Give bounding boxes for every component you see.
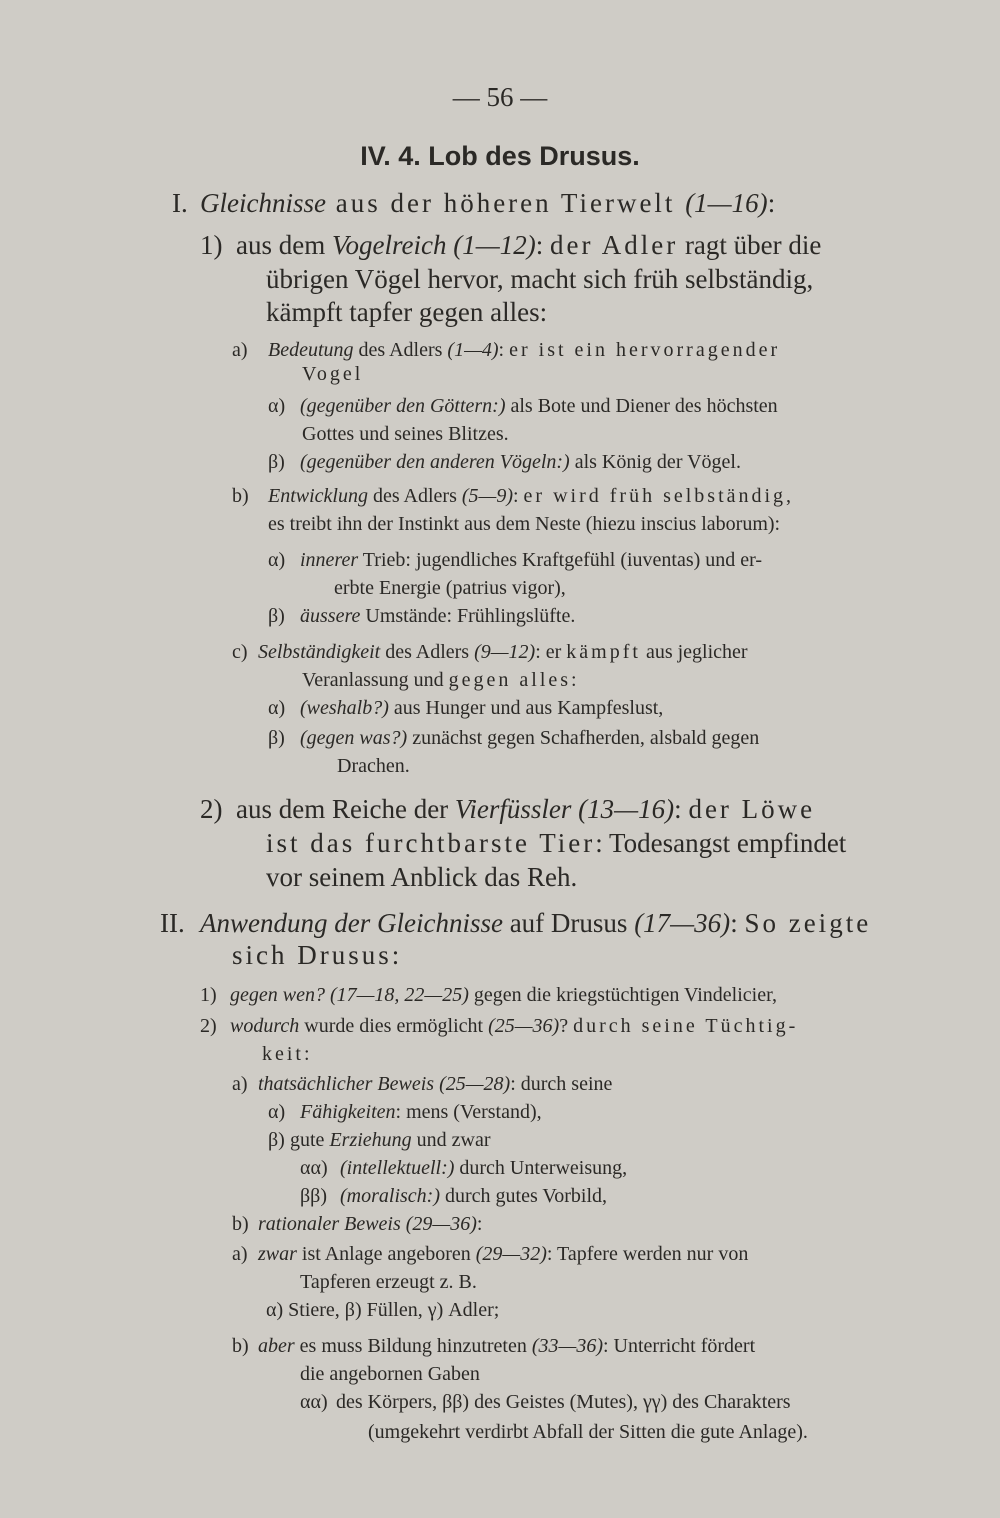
outline-line [336,1392,914,1412]
italic-text: (29—36) [405,1213,477,1235]
text-run: : [304,1043,310,1065]
text-run: Umstände: Frühlingslüfte. [360,605,576,627]
text-run: Trieb: jugendliches Kraftgefühl (iuventas) und er- [358,549,763,571]
outline-line [334,578,566,598]
italic-text: (intellektuell:) [340,1157,455,1179]
page-number: — 56 — [452,82,548,112]
italic-text: äussere [300,605,361,627]
outline-marker: α) [268,697,286,719]
italic-text: innerer [300,549,359,571]
outline-line [258,1074,612,1094]
spaced-text: der Adler [549,230,679,260]
outline-line [300,1272,477,1292]
text-run: es treibt ihn der Instinkt aus dem Neste (hiezu inscius laborum): [268,513,781,535]
text-run: : [674,794,689,824]
text-run: : [476,1213,483,1235]
text-run: die angebornen Gaben [300,1363,480,1385]
italic-text: Bedeutung [268,339,354,361]
italic-text: (weshalb?) [300,697,389,719]
text-run: : [767,188,776,218]
text-run: vor seinem Anblick das Reh. [266,862,578,892]
outline-line [300,1102,542,1122]
italic-text: Gleichnisse [200,188,326,218]
outline-marker: 1) [200,984,217,1006]
text-run: ? [559,1015,574,1037]
spaced-text: der Löwe [688,794,816,824]
outline-marker: αα) [300,1157,328,1179]
text-run: durch Unterweisung, [454,1157,628,1179]
italic-text: (25—28) [439,1073,511,1095]
outline-marker: α) [268,1101,286,1123]
text-run: : Tapfere werden nur von [546,1243,749,1265]
text-run: des Adlers [353,339,448,361]
text-run: Drachen. [337,755,410,777]
outline-marker: b) [232,1213,249,1235]
outline-marker: β) [268,451,285,473]
outline-line [340,1158,627,1178]
text-run: Veranlassung und [302,669,449,691]
italic-text: zwar [258,1243,297,1265]
text-run: aus jeglicher [640,641,748,663]
text-run: α) Stiere, β) Füllen, γ) Adler; [266,1299,500,1321]
text-run: übrigen Vögel hervor, macht sich früh selbständig, [266,264,814,294]
outline-line [266,830,920,857]
outline-marker: c) [232,641,248,663]
italic-text: (29—32) [475,1243,547,1265]
outline-line [300,698,663,718]
text-run: : Unterricht fördert [602,1335,756,1357]
text-run: : er [535,641,567,663]
outline-line [258,642,920,662]
spaced-text: er wird früh selbständig, [523,485,795,507]
outline-marker: 1) [200,230,223,260]
outline-line [266,864,577,891]
italic-text: (1—12) [453,230,536,260]
outline-line [302,670,577,690]
outline-marker: II. [160,908,185,938]
text-run: erbte Energie (patrius vigor), [334,577,566,599]
spaced-text: aus der höheren Tierwelt [325,188,686,218]
text-run: des Adlers [367,485,462,507]
italic-text: Selbständigkeit [258,641,381,663]
text-run: und zwar [411,1129,491,1151]
spaced-text: So zeigte [744,908,872,938]
text-run: des Adlers [380,641,475,663]
outline-line [200,190,775,217]
text-run: zunächst gegen Schafherden, alsbald gegen [407,727,760,749]
italic-text: Erziehung [329,1129,412,1151]
outline-marker: 2) [200,794,223,824]
spaced-text: kämpft [566,641,641,663]
spaced-text: gegen alles [448,669,572,691]
italic-text: rationaler Beweis [258,1213,401,1235]
outline-line [268,486,920,506]
outline-marker: b) [232,1335,249,1357]
italic-text: aber [258,1335,295,1357]
outline-line [266,299,547,326]
outline-marker: a) [232,1243,248,1265]
text-run: Tapferen erzeugt z. B. [300,1271,477,1293]
outline-line [232,942,399,969]
outline-marker: β) [268,727,285,749]
outline-line [266,266,922,293]
outline-line [200,910,920,937]
outline-marker: I. [172,188,188,218]
italic-text: (1—16) [685,188,768,218]
text-run: des Körpers, ββ) des Geistes (Mutes), γγ) des Charakters [336,1391,791,1413]
spaced-text: sich Drusus [232,940,392,970]
outline-line [268,514,920,534]
text-run: als König der Vögel. [569,451,741,473]
text-run: (umgekehrt verdirbt Abfall der Sitten die gute Anlage). [368,1421,808,1443]
italic-text: Vogelreich [331,230,447,260]
outline-line [300,452,741,472]
outline-marker: b) [232,485,249,507]
text-run: : [391,940,400,970]
text-run: : durch seine [510,1073,613,1095]
text-run: aus dem Reiche der [236,794,455,824]
spaced-text: keit [262,1043,304,1065]
italic-text: (1—4) [447,339,499,361]
outline-line [230,985,920,1005]
text-run: : mens (Verstand), [395,1101,542,1123]
outline-marker: a) [232,339,248,361]
italic-text: wodurch [230,1015,300,1037]
outline-line [300,1364,480,1384]
outline-marker: β) [268,1129,285,1151]
text-run: gute [290,1129,330,1151]
outline-line [300,606,575,626]
text-run: ragt über die [678,230,822,260]
outline-line [340,1186,607,1206]
outline-line [262,1044,310,1064]
spaced-text: Vogel [302,363,364,385]
outline-line [258,1336,914,1356]
outline-line [368,1422,808,1442]
italic-text: (gegen was?) [300,727,408,749]
text-run: : [535,230,550,260]
italic-text: (25—36) [488,1015,560,1037]
spaced-text: er ist ein hervorragender [509,339,781,361]
spaced-text: durch seine Tüchtig- [573,1015,799,1037]
text-run: kämpft tapfer gegen alles: [266,297,548,327]
italic-text: (13—16) [578,794,675,824]
italic-text: gegen wen? [230,984,325,1006]
text-run: : [730,908,745,938]
italic-text: (gegenüber den Göttern:) [300,395,506,417]
text-run: : [498,339,510,361]
text-run: : [512,485,524,507]
page-title: IV. 4. Lob des Drusus. [360,141,640,171]
outline-marker: β) [268,605,285,627]
text-run: gegen die kriegstüchtigen Vindelicier, [468,984,777,1006]
outline-marker: 2) [200,1015,217,1037]
text-run: als Bote und Diener des höchsten [505,395,778,417]
outline-marker: ββ) [300,1185,328,1207]
text-run: ist Anlage angeboren [296,1243,476,1265]
outline-marker: α) [268,395,286,417]
outline-line [236,796,922,823]
italic-text: Fähigkeiten [300,1101,396,1123]
italic-text: thatsächlicher Beweis [258,1073,435,1095]
outline-line [268,340,920,360]
outline-marker: a) [232,1073,248,1095]
italic-text: (moralisch:) [340,1185,440,1207]
outline-line [300,396,922,416]
text-run: : Todesangst empfindet [595,828,847,858]
italic-text: Vierfüssler [454,794,572,824]
outline-line [230,1016,920,1036]
outline-line [300,728,920,748]
outline-line [258,1214,482,1234]
italic-text: (5—9) [461,485,513,507]
outline-line [302,424,509,444]
outline-line [302,364,363,384]
outline-line [290,1130,491,1150]
italic-text: (9—12) [474,641,536,663]
outline-line [266,1300,499,1320]
italic-text: (17—18, 22—25) [329,984,469,1006]
outline-marker: α) [268,549,286,571]
spaced-text: ist das furchtbarste Tier [266,828,596,858]
italic-text: Entwicklung [268,485,368,507]
text-run: durch gutes Vorbild, [439,1185,608,1207]
outline-line [300,550,920,570]
text-run: Gottes und seines Blitzes. [302,423,509,445]
text-run: aus Hunger und aus Kampfeslust, [388,697,664,719]
italic-text: (17—36) [634,908,731,938]
text-run: : [571,669,577,691]
outline-line [337,756,410,776]
italic-text: (gegenüber den anderen Vögeln:) [300,451,570,473]
outline-line [258,1244,914,1264]
italic-text: Anwendung der Gleichnisse [200,908,503,938]
text-run: wurde dies ermöglicht [299,1015,489,1037]
text-run: es muss Bildung hinzutreten [294,1335,532,1357]
outline-marker: αα) [300,1391,328,1413]
text-run: aus dem [236,230,332,260]
text-run: auf Drusus [502,908,635,938]
outline-line [236,232,922,259]
italic-text: (33—36) [531,1335,603,1357]
